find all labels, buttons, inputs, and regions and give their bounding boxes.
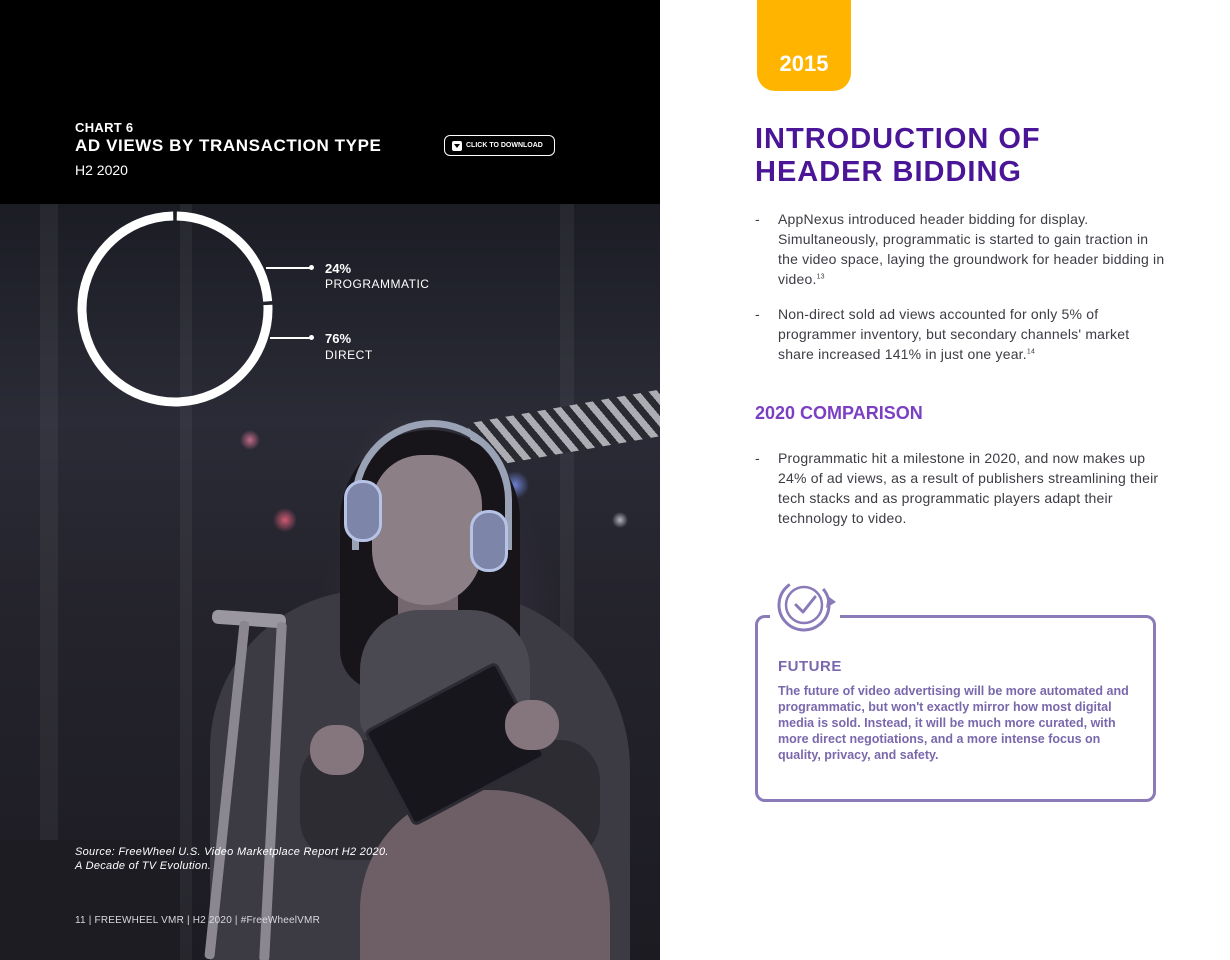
bullet-dash: - [755,450,760,466]
bullet-item [755,209,1165,289]
footnote-ref: 13 [816,273,825,281]
download-label: CLICK TO DOWNLOAD [466,142,543,149]
value-label-programmatic: 24% [325,261,352,276]
download-icon [452,141,462,151]
future-title: FUTURE [778,658,842,675]
bullet-text: Programmatic hit a milestone in 2020, and now makes up 24% of ad views, as a result of publishers streamlining their tech stacks and as programmatic players adapt their technology to video. [778,450,1159,526]
source-line: Source: FreeWheel U.S. Video Marketplace Report H2 2020. [75,846,389,858]
bullet-dash: - [755,306,760,322]
bullet-item [755,448,1165,528]
source-line: A Decade of TV Evolution. [75,860,212,872]
bullet-list-2015 [755,209,1165,379]
headline-line: INTRODUCTION OF [755,123,1041,155]
leader-line-direct [270,337,312,339]
source-note [75,845,389,873]
category-label-direct: DIRECT [325,348,373,362]
bullet-list-2020 [755,448,1165,543]
photo-hand-right [505,700,559,750]
bullet-dash: - [755,211,760,227]
page-headline [755,123,1185,189]
clock-icon [770,572,840,638]
photo-hand-left [310,725,364,775]
comparison-title: 2020 COMPARISON [755,403,923,423]
bullet-item [755,304,1165,364]
headphone-earcup-left [344,480,382,542]
leader-dot-direct [309,335,314,340]
value-label-direct: 76% [325,331,352,346]
category-label-programmatic: PROGRAMMATIC [325,277,430,291]
headphone-earcup-right [470,510,508,572]
leader-line-programmatic [266,267,312,269]
chart-title: AD VIEWS BY TRANSACTION TYPE [75,136,382,155]
chart-kicker: CHART 6 [75,120,134,135]
leader-dot-programmatic [309,265,314,270]
donut-chart [70,204,280,414]
bullet-text: Non-direct sold ad views accounted for only 5% of programmer inventory, but secondary channels' market share increased 141% in just one year.$^{14}$ [778,306,1130,362]
headline-line: HEADER BIDDING [755,156,1022,188]
bullet-text: AppNexus introduced header bidding for display. Simultaneously, programmatic is started to gain traction in the video space, laying the groundwork for header bidding in video.$^{13}$ [778,211,1165,287]
footnote-ref: 14 [1026,348,1036,356]
page-footer: 11 | FREEWHEEL VMR | H2 2020 | #FreeWheelVMR [75,915,321,926]
year-tab: 2015 [757,0,851,91]
donut-slice-programmatic [177,216,268,301]
chart-subtitle: H2 2020 [75,162,128,178]
future-text: The future of video advertising will be more automated and programmatic, but won't exactly mirror how most digital media is sold. Instead, it will be much more curated, with more direct negotiations, and a more intense focus on quality, privacy, and safety. [778,684,1129,762]
download-button[interactable] [444,135,555,156]
